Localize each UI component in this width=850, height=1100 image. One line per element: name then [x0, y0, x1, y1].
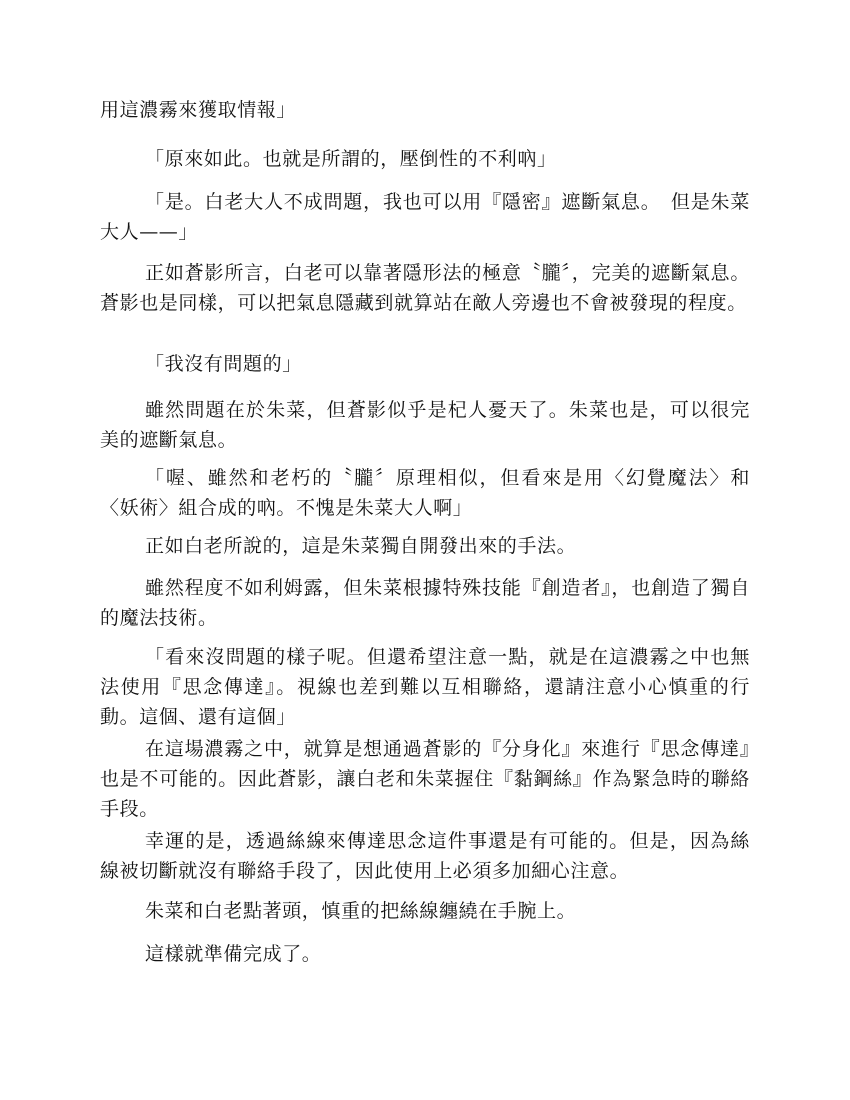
- paragraph-1: 用這濃霧來獲取情報」: [100, 99, 297, 121]
- paragraph-13: 朱菜和白老點著頭，慎重的把絲線纏繞在手腕上。: [145, 900, 577, 922]
- paragraph-12: 幸運的是，透過絲線來傳達思念這件事還是有可能的。但是，因為絲線被切斷就沒有聯絡手段了，因此使用上必須多加細心注意。: [100, 830, 750, 882]
- paragraph-6: 雖然問題在於朱菜，但蒼影似乎是杞人憂天了。朱菜也是，可以很完美的遮斷氣息。: [100, 399, 750, 451]
- paragraph-11: 在這場濃霧之中，就算是想通過蒼影的『分身化』來進行『思念傳達』也是不可能的。因此蒼影，讓白老和朱菜握住『黏鋼絲』作為緊急時的聯絡手段。: [100, 738, 750, 820]
- paragraph-14: 這樣就準備完成了。: [145, 943, 322, 965]
- paragraph-10: 「看來沒問題的樣子呢。但還希望注意一點，就是在這濃霧之中也無法使用『思念傳達』。視線也差到難以互相聯絡，還請注意小心慎重的行動。這個、還有這個」: [100, 646, 750, 728]
- paragraph-5: 「我沒有問題的」: [145, 353, 302, 375]
- paragraph-2: 「原來如此。也就是所謂的，壓倒性的不利吶」: [145, 148, 557, 170]
- paragraph-8: 正如白老所說的，這是朱菜獨自開發出來的手法。: [145, 535, 577, 557]
- paragraph-7: 「喔、雖然和老朽的〝朧〞原理相似，但看來是用〈幻覺魔法〉和〈妖術〉組合成的吶。不愧是朱菜大人啊」: [100, 467, 750, 519]
- paragraph-3: 「是。白老大人不成問題，我也可以用『隱密』遮斷氣息。 但是朱菜大人——」: [100, 191, 750, 243]
- paragraph-9: 雖然程度不如利姆露，但朱菜根據特殊技能『創造者』，也創造了獨自的魔法技術。: [100, 577, 750, 629]
- paragraph-4: 正如蒼影所言，白老可以靠著隱形法的極意〝朧〞，完美的遮斷氣息。蒼影也是同樣，可以把氣息隱藏到就算站在敵人旁邊也不會被發現的程度。: [100, 262, 750, 314]
